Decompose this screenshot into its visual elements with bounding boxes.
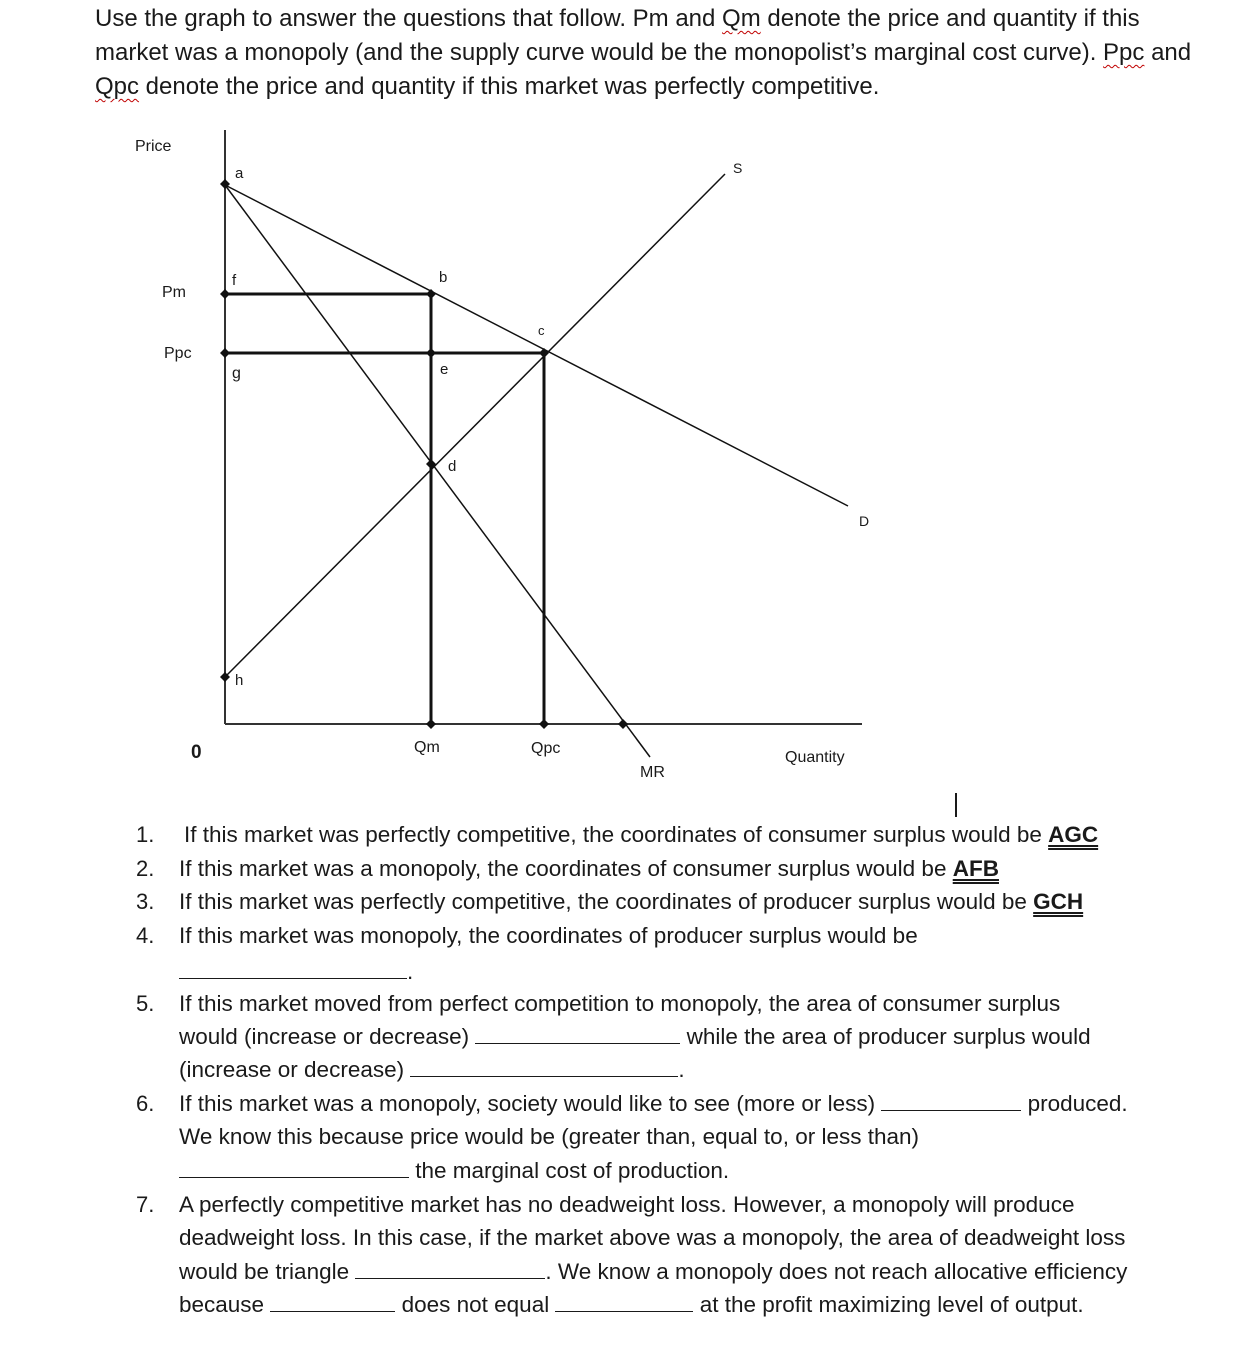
intro-qm-word: Qm: [722, 5, 761, 32]
question-1-answer[interactable]: AGC: [1048, 822, 1099, 847]
question-5-line2b: while the area of producer surplus would: [680, 1024, 1091, 1049]
point-d-label: d: [448, 458, 457, 475]
question-6-comparison-blank[interactable]: [179, 1155, 409, 1178]
point-e-marker: [426, 348, 436, 358]
question-6-line1a: If this market was a monopoly, society would like to see (more or less): [179, 1091, 882, 1116]
text-cursor: [955, 793, 957, 817]
point-f-label: f: [232, 272, 237, 289]
question-6-line3: [179, 1154, 729, 1187]
question-7-line4a: because: [179, 1292, 271, 1317]
question-7-line4c: at the profit maximizing level of output.: [693, 1292, 1084, 1317]
question-7-line3: [179, 1255, 1127, 1288]
question-5-line3a: (increase or decrease): [179, 1057, 411, 1082]
supply-label: S: [733, 160, 743, 176]
question-3: [179, 885, 1083, 918]
question-7-because-blank[interactable]: [270, 1289, 395, 1312]
point-c-marker: [539, 348, 549, 358]
intro-ppc-word: Ppc: [1103, 39, 1145, 66]
mr-label: MR: [640, 764, 665, 781]
question-4-answer-line: [179, 955, 413, 988]
question-5-line2a: would (increase or decrease): [179, 1024, 476, 1049]
question-2-number: 2.: [136, 856, 155, 881]
question-5-line3: [179, 1053, 685, 1086]
qm-label: Qm: [414, 739, 440, 756]
point-g-marker: [220, 348, 230, 358]
question-6-line1b: produced.: [1021, 1091, 1128, 1116]
point-e-label: e: [440, 361, 449, 378]
origin-label: 0: [191, 742, 202, 763]
demand-label: D: [859, 513, 870, 529]
question-6-line3b: the marginal cost of production.: [409, 1158, 730, 1183]
question-4-text: If this market was monopoly, the coordinates of producer surplus would be: [179, 923, 918, 948]
point-c-label: c: [538, 323, 545, 338]
y-axis-label: Price: [135, 138, 172, 155]
qm-axis-marker: [426, 719, 436, 729]
point-g-label: g: [232, 365, 241, 382]
intro-part3: and: [1144, 39, 1192, 66]
question-5-line2: [179, 1020, 1091, 1053]
question-3-text: If this market was perfectly competitive, the coordinates of producer surplus would be: [179, 889, 1034, 914]
point-a-label: a: [235, 165, 244, 182]
question-3-answer[interactable]: GCH: [1033, 889, 1084, 914]
qpc-label: Qpc: [531, 740, 561, 757]
intro-part1: Use the graph to answer the questions that follow. Pm and: [95, 5, 723, 32]
question-5-consumer-blank[interactable]: [475, 1021, 680, 1044]
question-6-number: 6.: [136, 1091, 155, 1116]
point-b-label: b: [439, 269, 448, 286]
question-7-line4: [179, 1288, 1084, 1321]
question-1-text: If this market was perfectly competitive, the coordinates of consumer surplus would be: [184, 822, 1049, 847]
monopoly-graph: [0, 120, 900, 790]
question-7-line3a: would be triangle: [179, 1259, 356, 1284]
intro-part4: denote the price and quantity if this market was perfectly competitive.: [139, 73, 880, 100]
x-axis-label: Quantity: [785, 749, 845, 766]
question-2-text: If this market was a monopoly, the coordinates of consumer surplus would be: [179, 856, 953, 881]
supply-curve: [225, 174, 725, 677]
intro-part2: denote the price and quantity if this market was a monopoly (and the supply curve would be the monopolist’s marginal cost curve).: [95, 5, 1140, 66]
instructions-paragraph: [95, 2, 1205, 104]
question-5-end: .: [678, 1057, 685, 1082]
intro-qpc-word: Qpc: [95, 73, 140, 100]
point-b-marker: [426, 289, 436, 299]
question-7-line4b: does not equal: [395, 1292, 556, 1317]
marginal-revenue-curve: [225, 185, 650, 757]
qpc-axis-marker: [539, 719, 549, 729]
ppc-label: Ppc: [164, 345, 192, 362]
question-6-line1: [179, 1087, 1128, 1120]
mr-axis-marker: [618, 719, 628, 729]
question-3-number: 3.: [136, 889, 155, 914]
question-7-line2: deadweight loss. In this case, if the market above was a monopoly, the area of deadweight loss: [179, 1225, 1126, 1250]
question-5-producer-blank[interactable]: [410, 1054, 678, 1077]
question-4-end: .: [407, 959, 414, 984]
point-h-label: h: [235, 672, 244, 689]
question-4-number: 4.: [136, 923, 155, 948]
question-1: [184, 818, 1098, 851]
question-7-number: 7.: [136, 1192, 155, 1217]
question-7-triangle-blank[interactable]: [355, 1256, 545, 1279]
point-f-marker: [220, 289, 230, 299]
question-5-line1: If this market moved from perfect competition to monopoly, the area of consumer surplus: [179, 991, 1061, 1016]
question-7-line3b: . We know a monopoly does not reach allocative efficiency: [545, 1259, 1128, 1284]
question-7-not-equal-blank[interactable]: [555, 1289, 693, 1312]
pm-label: Pm: [162, 284, 186, 301]
question-2: [179, 852, 999, 885]
question-1-number: 1.: [136, 822, 155, 847]
question-5-number: 5.: [136, 991, 155, 1016]
demand-curve: [225, 185, 848, 506]
question-7-line1: A perfectly competitive market has no deadweight loss. However, a monopoly will produce: [179, 1192, 1075, 1217]
question-6-line2: We know this because price would be (greater than, equal to, or less than): [179, 1124, 919, 1149]
question-2-answer[interactable]: AFB: [952, 856, 999, 881]
question-4-blank[interactable]: [179, 956, 407, 979]
question-6-more-less-blank[interactable]: [881, 1088, 1021, 1111]
